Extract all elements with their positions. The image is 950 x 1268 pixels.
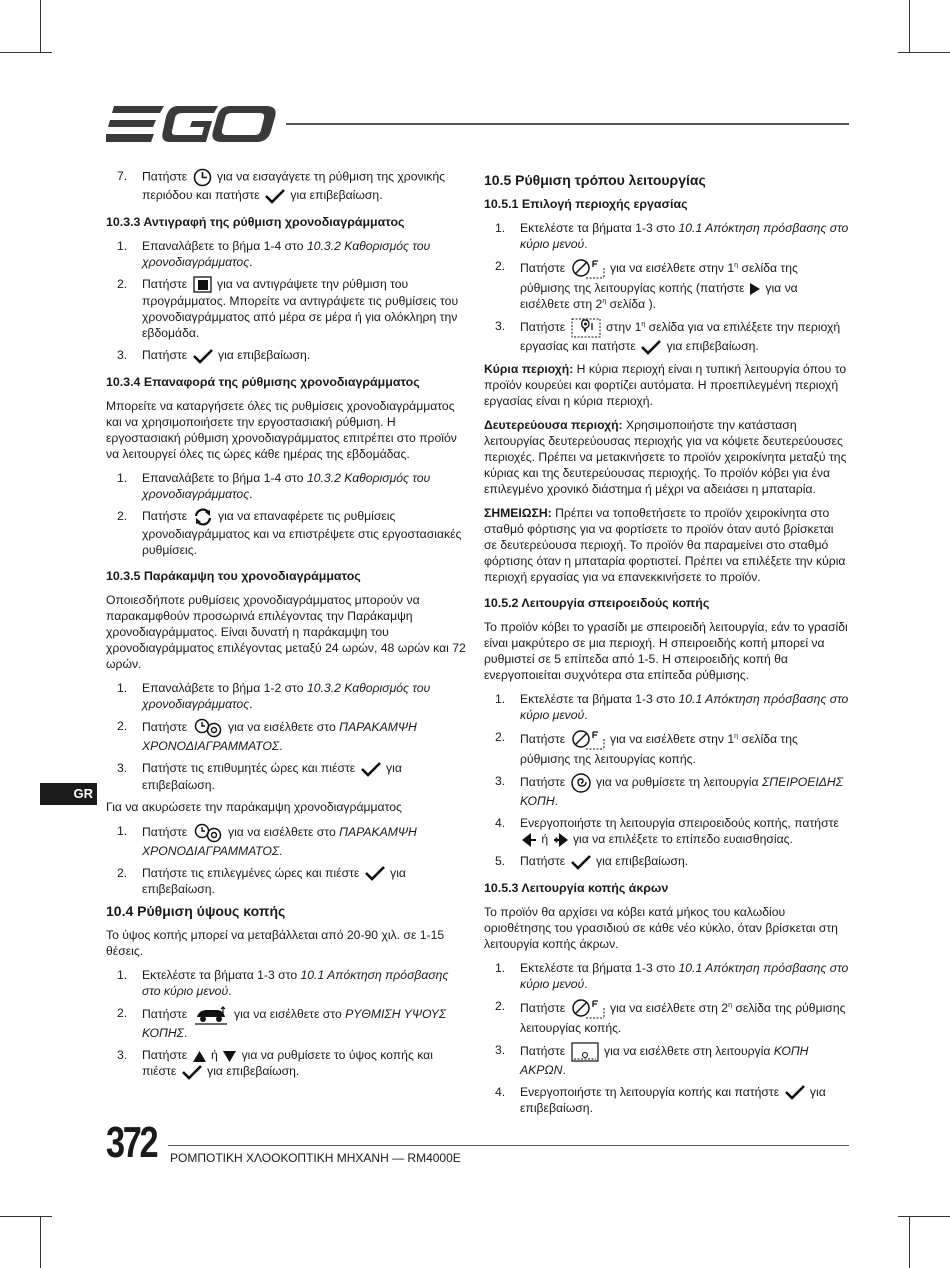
- step-number: 3.: [117, 1048, 128, 1063]
- step-number: 7.: [117, 169, 128, 183]
- cross-reference: 10.1 Απόκτηση πρόσβασης στο κύριο μενού: [520, 221, 849, 251]
- section-heading: 10.4 Ρύθμιση ύψους κοπής: [106, 903, 286, 920]
- step-number: 1.: [495, 221, 506, 235]
- step-text: για να ρυθμίσετε τη λειτουργία: [596, 775, 759, 789]
- edge-cut-icon: [571, 1042, 599, 1062]
- list-item: [484, 853, 849, 870]
- paragraph: [484, 417, 849, 497]
- crop-mark: [0, 1216, 52, 1217]
- mowing-mode-icon: [571, 258, 605, 280]
- list-item: [106, 760, 470, 793]
- list-item: [106, 238, 470, 270]
- mowing-mode-icon: [571, 998, 605, 1020]
- step-text: για να εισέλθετε στο: [234, 1007, 342, 1022]
- step-number: 2.: [117, 718, 128, 733]
- cross-reference: ΠΑΡΑΚΑΜΨΗ ΧΡΟΝΟΔΙΑΓΡΑΜΜΑΤΟΣ: [142, 720, 417, 753]
- up-arrow-icon: [193, 1051, 206, 1062]
- checkmark-icon: [571, 854, 591, 870]
- list-item: [106, 470, 470, 502]
- down-arrow-icon: [223, 1051, 236, 1062]
- step-text: Πατήστε: [520, 1000, 566, 1015]
- step-text: για να εισαγάγετε τη ρύθμιση της χρονικής περιόδου και πατήστε: [142, 169, 446, 202]
- term-label: Δευτερεύουσα περιοχή:: [484, 417, 623, 432]
- crop-mark: [40, 0, 41, 52]
- step-number: 1.: [117, 680, 128, 695]
- crop-mark: [898, 52, 950, 53]
- cross-reference: ΣΠΕΙΡΟΕΙΔΗΣ ΚΟΠΗ: [520, 775, 844, 808]
- list-item: [484, 318, 849, 355]
- step-text: .: [228, 984, 232, 999]
- step-text: στην 1: [606, 320, 642, 335]
- paragraph: Το ύψος κοπής μπορεί να μεταβάλλεται από 20-90 χιλ. σε 1-15 θέσεις.: [106, 928, 445, 959]
- step-text: σελίδα της ρύθμισης της λειτουργίας κοπής (πατήστε: [520, 261, 798, 295]
- step-text: για να εισέλθετε στο: [228, 824, 336, 839]
- list-item: [484, 1084, 849, 1117]
- paragraph: [484, 361, 849, 409]
- cross-reference: ΠΑΡΑΚΑΜΨΗ ΧΡΟΝΟΔΙΑΓΡΑΜΜΑΤΟΣ: [142, 824, 417, 858]
- header-rule: [286, 123, 849, 125]
- decrease-icon: [522, 833, 536, 847]
- step-text: Πατήστε: [142, 509, 188, 524]
- checkmark-icon: [265, 188, 285, 204]
- list-item: [106, 276, 470, 341]
- checkmark-icon: [365, 865, 385, 881]
- step-text: .: [183, 1026, 188, 1041]
- schedule-override-icon: [193, 823, 223, 843]
- step-text: για επιβεβαίωση.: [596, 853, 689, 868]
- step-text: για επιβεβαίωση.: [218, 348, 311, 363]
- step-number: 3.: [117, 760, 128, 775]
- list-item: [106, 680, 470, 712]
- step-text: Πατήστε: [520, 853, 566, 868]
- step-text: Εκτελέστε τα βήματα 1-3 στο: [520, 221, 676, 235]
- list-item: [106, 823, 470, 859]
- step-text: για επιβεβαίωση.: [666, 339, 759, 353]
- step-text: σελίδα της ρύθμισης λειτουργίας κοπής.: [520, 1000, 846, 1035]
- step-text: Επαναλάβετε το βήμα 1-2 στο: [142, 680, 304, 695]
- superscript: η: [734, 262, 739, 270]
- step-number: 2.: [495, 259, 506, 273]
- step-text: Επαναλάβετε το βήμα 1-4 στο: [142, 238, 304, 253]
- list-item: [106, 508, 470, 558]
- list-item: [484, 258, 849, 312]
- language-tab: GR: [40, 783, 97, 805]
- step-text: .: [249, 696, 253, 711]
- checkmark-icon: [361, 761, 381, 777]
- cross-reference: 10.1 Απόκτηση πρόσβασης στο κύριο μενού: [520, 960, 849, 991]
- step-text: .: [249, 486, 253, 501]
- step-number: 2.: [117, 276, 128, 291]
- step-text: Πατήστε: [520, 775, 566, 789]
- list-item: [484, 773, 849, 809]
- step-text: Πατήστε: [142, 1048, 188, 1063]
- list-item: [106, 168, 470, 204]
- step-number: 1.: [117, 470, 128, 485]
- step-number: 1.: [495, 691, 506, 706]
- clock-icon: [193, 168, 212, 187]
- step-text: .: [279, 738, 283, 753]
- paragraph-text: Χρησιμοποιήστε την κατάσταση λειτουργίας δευτερεύουσας περιοχής για να κόψετε δευτερεύουσες περιοχές. Πρέπει να μετακινήσετε το προϊόν χειροκίνητα μεταξύ της κύριας και της δευτερεύουσας περιοχής. Το προϊόν κόβει για ένα επιλεγμένο χρονικό διάστημα ή μέχρι να αδειάσει η μπαταρία.: [484, 417, 847, 496]
- crop-mark: [898, 1216, 950, 1217]
- step-number: 3.: [495, 319, 506, 333]
- step-text: Πατήστε: [142, 169, 188, 184]
- step-text: Πατήστε: [520, 732, 566, 746]
- step-text: Εκτελέστε τα βήματα 1-3 στο: [520, 960, 676, 975]
- step-text: για επιβεβαίωση.: [290, 188, 383, 202]
- step-text: ή: [541, 831, 549, 846]
- cross-reference: 10.3.2 Καθορισμός του χρονοδιαγράμματος: [142, 680, 431, 711]
- step-text: για να εισέλθετε στην 1: [610, 261, 735, 276]
- right-column: [484, 168, 849, 1122]
- step-text: Πατήστε τις επιλεγμένες ώρες και πιέστε: [142, 865, 360, 880]
- paragraph: Οποιεσδήποτε ρυθμίσεις χρονοδιαγράμματος μπορούν να παρακαμφθούν προσωρινά επιλέγοντας την Παράκαμψη χρονοδιαγράμματος. Είναι δυνατή η παράκαμψη του χρονοδιαγράμματος επιλέγοντας μεταξύ 24 ωρών, 48 ωρών και 72 ωρών.: [106, 592, 466, 671]
- paragraph: Το προϊόν κόβει το γρασίδι με σπειροειδή λειτουργία, εάν το γρασίδι είναι μακρύτερο σε μια περιοχή. Η σπειροειδής κοπή μπορεί να ρυθμιστεί σε 5 επίπεδα από 1-5. Η σπειροειδής κοπή θα ενεργοποιείται συχνότερα στα επίπεδα ρύθμισης.: [484, 619, 848, 682]
- checkmark-icon: [182, 1064, 202, 1080]
- step-number: 4.: [495, 1084, 506, 1099]
- step-text: σελίδα της ρύθμισης της λειτουργίας κοπής.: [520, 732, 798, 766]
- section-heading: 10.3.3 Αντιγραφή της ρύθμιση χρονοδιαγράμματος: [106, 214, 405, 229]
- crop-mark: [909, 0, 910, 52]
- step-text: για επιβεβαίωση.: [207, 1064, 300, 1079]
- section-heading: 10.5.3 Λειτουργία κοπής άκρων: [484, 880, 669, 895]
- step-number: 2.: [117, 1006, 128, 1021]
- list-item: [484, 998, 849, 1036]
- list-item: [484, 729, 849, 767]
- step-text: για να επαναφέρετε τις ρυθμίσεις χρονοδιαγράμματος και να επιστρέψετε στις εργοστασιακές ρυθμίσεις.: [142, 509, 462, 557]
- list-item: [484, 815, 849, 847]
- superscript: η: [728, 1001, 732, 1009]
- step-text: .: [562, 1062, 566, 1077]
- step-text: για να αντιγράψετε την ρύθμιση του προγράμματος. Μπορείτε να αντιγράψετε τις ρυθμίσεις του χρονοδιαγράμματος από μέρα σε μέρα ή για ολόκληρη την εβδομάδα.: [142, 276, 459, 341]
- note-label: ΣΗΜΕΙΩΣΗ:: [484, 505, 552, 520]
- step-number: 3.: [117, 348, 128, 363]
- checkmark-icon: [193, 348, 213, 364]
- copy-icon: [193, 276, 212, 293]
- step-text: Πατήστε: [142, 276, 188, 291]
- step-number: 2.: [495, 729, 506, 744]
- step-number: 2.: [117, 865, 128, 880]
- paragraph-text: Πρέπει να τοποθετήσετε το προϊόν χειροκίνητα στο σταθμό φόρτισης για να φορτίσετε το προϊόν όταν αυτό βρίσκεται σε δευτερεύουσα περιοχή. Το προϊόν θα παραμείνει στο σταθμό φόρτισης όταν η μπαταρία φορτιστεί. Πρέπει να επιλέξετε την κύρια περιοχή εργασίας για να επανεκκινήσετε το προϊόν.: [484, 505, 846, 584]
- cross-reference: 10.1 Απόκτηση πρόσβασης στο κύριο μενού: [520, 691, 849, 722]
- step-text: Ενεργοποιήστε τη λειτουργία κοπής και πατήστε: [520, 1084, 780, 1099]
- ego-logo: [106, 104, 276, 144]
- step-text: Πατήστε: [520, 261, 566, 276]
- step-text: για επιβεβαίωση.: [142, 760, 402, 792]
- footer-rule: [168, 1145, 849, 1146]
- step-text: για επιβεβαίωση.: [142, 865, 406, 897]
- step-number: 5.: [495, 853, 506, 868]
- right-arrow-icon: [750, 283, 760, 295]
- cross-reference: 10.3.2 Καθορισμός του χρονοδιαγράμματος: [142, 238, 431, 269]
- cross-reference: ΡΥΘΜΙΣΗ ΥΨΟΥΣ ΚΟΠΗΣ: [142, 1007, 447, 1041]
- section-heading: 10.5.2 Λειτουργία σπειροειδούς κοπής: [484, 595, 710, 610]
- step-text: για να επιλέξετε το επίπεδο ευαισθησίας.: [572, 831, 793, 846]
- list-item: [484, 220, 849, 252]
- step-text: Πατήστε: [520, 320, 566, 335]
- list-item: [106, 865, 470, 898]
- superscript: η: [641, 321, 646, 329]
- list-item: [484, 691, 849, 723]
- left-column: [106, 168, 470, 1086]
- step-number: 1.: [117, 823, 128, 838]
- step-number: 2.: [495, 998, 506, 1013]
- step-text: Πατήστε: [142, 348, 188, 363]
- step-text: για να εισέλθετε στη 2: [610, 1000, 729, 1015]
- step-text: .: [584, 237, 588, 251]
- paragraph-text: Η κύρια περιοχή είναι η τυπική λειτουργία όπου το προϊόν κουρεύει και φορτίζει αυτόματα. Η προεπιλεγμένη περιοχή εργασίας είναι η κύρια περιοχή.: [484, 361, 847, 408]
- work-area-icon: [571, 318, 601, 338]
- step-text: Πατήστε: [142, 1007, 188, 1022]
- crop-mark: [40, 1216, 41, 1268]
- crop-mark: [909, 1216, 910, 1268]
- step-text: .: [554, 793, 559, 808]
- cross-reference: 10.1 Απόκτηση πρόσβασης στο κύριο μενού: [142, 968, 449, 999]
- step-text: σελίδα ).: [606, 297, 657, 311]
- page-number: 372: [106, 1118, 157, 1167]
- step-number: 1.: [495, 960, 506, 975]
- step-text: για να εισέλθετε στην 1: [610, 732, 735, 746]
- step-text: Πατήστε: [520, 1043, 566, 1058]
- step-number: 3.: [495, 773, 506, 788]
- step-text: για να εισέλθετε στη 2: [520, 281, 798, 311]
- step-text: για επιβεβαίωση.: [520, 1084, 826, 1116]
- note: [484, 505, 849, 585]
- checkmark-icon: [785, 1084, 805, 1100]
- increase-icon: [554, 833, 568, 847]
- spiral-icon: [571, 773, 591, 793]
- step-text: Εκτελέστε τα βήματα 1-3 στο: [142, 968, 298, 983]
- list-item: [106, 347, 470, 364]
- list-item: [106, 1047, 470, 1080]
- step-text: για να ρυθμίσετε το ύψος κοπής και πιέστε: [142, 1048, 433, 1079]
- paragraph: Το προϊόν θα αρχίσει να κόβει κατά μήκος του καλωδίου οριοθέτησης του γρασιδιού σε κάθε νέο κύκλο, όταν βρίσκεται στη λειτουργία κοπής άκρων.: [484, 904, 838, 951]
- step-text: για να εισέλθετε στο: [228, 720, 336, 735]
- step-text: .: [249, 254, 253, 269]
- step-number: 1.: [117, 968, 128, 983]
- section-heading: 10.5.1 Επιλογή περιοχής εργασίας: [484, 197, 688, 211]
- paragraph: Για να ακυρώσετε την παράκαμψη χρονοδιαγράμματος: [106, 799, 402, 814]
- step-text: Επαναλάβετε το βήμα 1-4 στο: [142, 470, 304, 485]
- schedule-override-icon: [193, 718, 223, 738]
- cross-reference: 10.3.2 Καθορισμός του χρονοδιαγράμματος: [142, 470, 431, 501]
- list-item: [106, 718, 470, 754]
- footer-title: ΡΟΜΠΟΤΙΚΗ ΧΛΟΟΚΟΠΤΙΚΗ ΜΗΧΑΝΗ — RM4000E: [170, 1151, 461, 1165]
- step-text: σελίδα για να επιλέξετε την περιοχή εργασίας και πατήστε: [520, 320, 841, 353]
- step-text: ή: [211, 1048, 218, 1063]
- cross-reference: ΚΟΠΗ ΑΚΡΩΝ: [520, 1043, 809, 1077]
- list-item: [484, 960, 849, 992]
- paragraph: Μπορείτε να καταργήσετε όλες τις ρυθμίσεις χρονοδιαγράμματος και να χρησιμοποιήσετε την εργοστασιακή ρύθμιση. Η εργοστασιακή ρύθμιση χρονοδιαγράμματος επιτρέπει στο προϊόν να λειτουργεί όλες τις ώρες κάθε ημέρας της εβδομάδας.: [106, 398, 457, 461]
- section-heading: 10.3.5 Παράκαμψη του χρονοδιαγράμματος: [106, 568, 361, 583]
- step-text: Πατήστε: [142, 720, 188, 735]
- step-text: .: [584, 976, 588, 991]
- term-label: Κύρια περιοχή:: [484, 361, 574, 376]
- step-number: 3.: [495, 1042, 506, 1057]
- step-text: Πατήστε: [142, 824, 188, 839]
- step-text: .: [279, 843, 283, 858]
- step-text: Πατήστε τις επιθυμητές ώρες και πιέστε: [142, 760, 356, 775]
- cutting-height-icon: [193, 1005, 229, 1025]
- step-text: Εκτελέστε τα βήματα 1-3 στο: [520, 691, 676, 706]
- mowing-mode-icon: [571, 729, 605, 751]
- step-number: 4.: [495, 815, 506, 830]
- section-heading: 10.5 Ρύθμιση τρόπου λειτουργίας: [484, 172, 706, 188]
- section-heading: 10.3.4 Επαναφορά της ρύθμισης χρονοδιαγράμματος: [106, 374, 420, 389]
- list-item: [106, 1005, 470, 1041]
- list-item: [106, 967, 470, 999]
- reset-icon: [193, 508, 213, 526]
- step-text: για να εισέλθετε στη λειτουργία: [604, 1043, 771, 1058]
- crop-mark: [0, 52, 52, 53]
- step-text: .: [584, 707, 588, 722]
- step-number: 1.: [117, 238, 128, 253]
- step-number: 2.: [117, 508, 128, 523]
- superscript: η: [734, 732, 739, 740]
- superscript: η: [602, 297, 607, 305]
- checkmark-icon: [641, 339, 661, 355]
- list-item: [484, 1042, 849, 1078]
- step-text: Ενεργοποιήστε τη λειτουργία σπειροειδούς κοπής, πατήστε: [520, 815, 839, 830]
